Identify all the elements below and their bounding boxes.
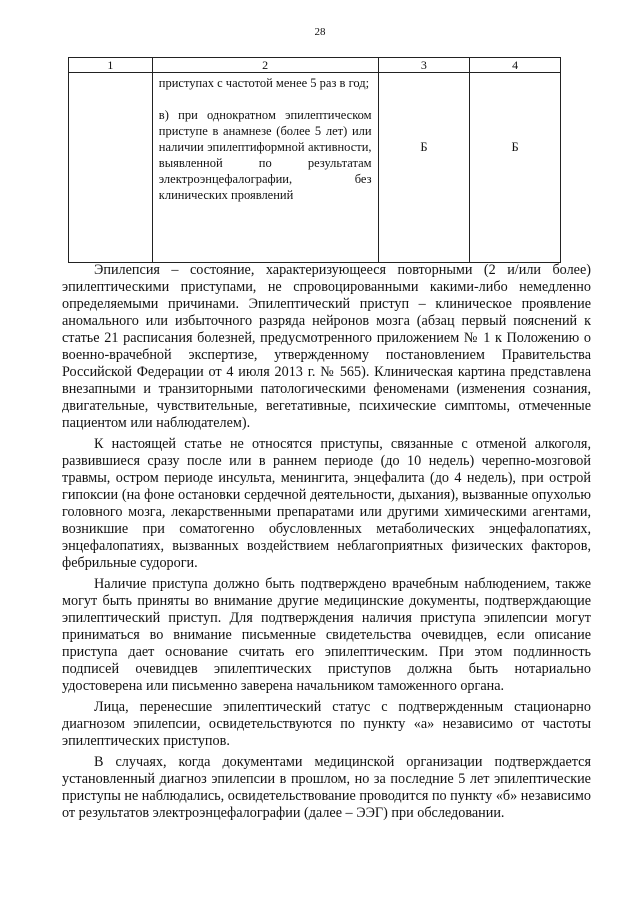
column-header-4: 4 <box>470 58 561 73</box>
paragraph-epilepsy-definition: Эпилепсия – состояние, характеризующееся повторными (2 и/или более) эпилептическими приступами, не спровоцированными какими-либо немедленно определяемыми причинами. Эпилептический приступ – клиническое проявление аномального или избыточного разряда нейронов мозга (абзац первый пояснений к статье 21 расписания болезней, предусмотренного приложением № 1 к Положению о военно-врачебной экспертизе, утвержденному постановлением Правительства Российской Федерации от 4 июля 2013 г. № 565). Клиническая картина представлена внезапными и транзиторными патологическими феноменами (изменения сознания, двигательные, чувствительные, вегетативные, психические симптомы, отмеченные пациентом или наблюдателем). <box>62 262 591 431</box>
page-number: 28 <box>314 26 326 38</box>
column-header-3: 3 <box>378 58 470 73</box>
paragraph-status-epilepticus: Лица, перенесшие эпилептический статус с подтвержденным стационарно диагнозом эпилепсии, освидетельствуются по пункту «а» независимо от частоты эпилептических приступов. <box>62 699 591 749</box>
document-body <box>62 262 591 826</box>
table-cell-col1 <box>69 73 153 263</box>
table-cell-col4: Б <box>470 73 561 263</box>
continuation-text: приступах с частотой менее 5 раз в год; <box>158 76 370 90</box>
paragraph-confirmation: Наличие приступа должно быть подтверждено врачебным наблюдением, также могут быть приняты во внимание другие медицинские документы, подтверждающие эпилептический приступ. Для подтверждения наличия приступа эпилепсии могут приниматься во внимание письменные свидетельства очевидцев, если описание приступа дает основание считать его эпилептическим. При этом подлинность подписей очевидцев эпилептических приступов должна быть нотариально удостоверена или письменно заверена начальником таможенного органа. <box>62 576 591 694</box>
paragraph-past-diagnosis: В случаях, когда документами медицинской организации подтверждается установленный диагноз эпилепсии в прошлом, но за последние 5 лет эпилептические приступы не наблюдались, освидетельствование проводится по пункту «б» независимо от результатов электроэнцефалографии (далее – ЭЭГ) при обследовании. <box>62 754 591 821</box>
column-header-2: 2 <box>152 58 378 73</box>
item-v-text: в) при однократном эпилептическом приступе в анамнезе (более 5 лет) или наличии эпилептиформной активности, выявленной по результатам электроэнцефалографии, без клинических проявлений <box>158 108 372 202</box>
paragraph-exclusions: К настоящей статье не относятся приступы, связанные с отменой алкоголя, развившиеся сразу после или в раннем периоде (до 10 недель) черепно-мозговой травмы, остром периоде инсульта, менингита, энцефалита (до 4 недель), при острой гипоксии (на фоне остановки сердечной деятельности, дыхания), вызванные опухолью головного мозга, лекарственными препаратами или другими химическими агентами, возникшие при соматогенно обусловленных метаболических энцефалопатиях, энцефалопатиях, вызванных воздействием неблагоприятных физических факторов, фебрильные судороги. <box>62 436 591 571</box>
requirements-table <box>68 57 561 263</box>
table-cell-col2 <box>152 73 378 263</box>
table-row <box>69 73 561 263</box>
table-cell-col3: Б <box>378 73 470 263</box>
column-header-1: 1 <box>69 58 153 73</box>
table-header-row <box>69 58 561 73</box>
